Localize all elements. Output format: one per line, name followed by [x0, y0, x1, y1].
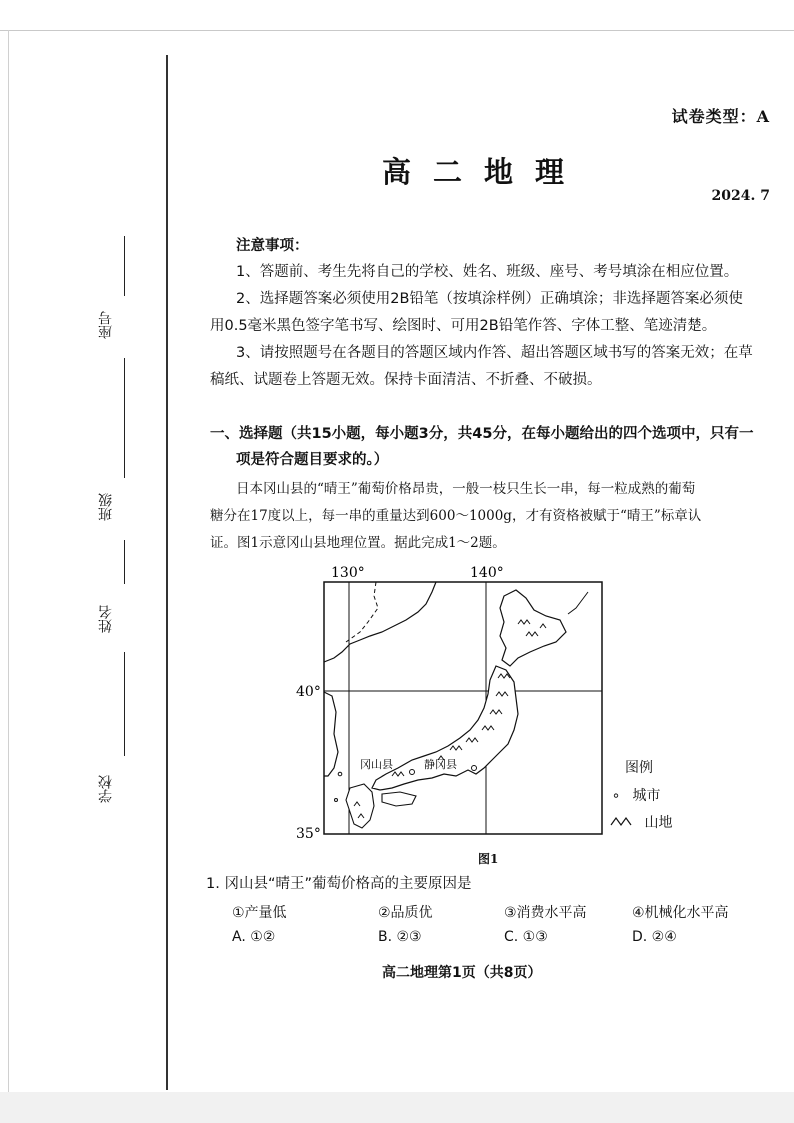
top-border — [0, 30, 794, 31]
q1-choice-d[interactable]: D. ②④ — [632, 929, 677, 945]
class-label: 班级 — [98, 493, 114, 521]
school-label: 学校 — [98, 775, 114, 803]
q1-statement-3: ③消费水平高 — [504, 905, 587, 921]
mountain-symbol-icon — [610, 815, 636, 831]
notice-heading: 注意事项： — [236, 238, 309, 254]
notice-item-2-line1: 2、选择题答案必须使用2B铅笔（按填涂样例）正确填涂；非选择题答案必须使 — [236, 291, 743, 307]
q1-statement-4: ④机械化水平高 — [632, 905, 729, 921]
lat-35-label: 35° — [296, 826, 321, 842]
section-heading-line1: 一、选择题（共15小题，每小题3分，共45分，在每小题给出的四个选项中，只有一 — [210, 426, 754, 442]
passage-line2: 糖分在17度以上，每一串的重量达到600～1000g，才有资格被赋于“晴王”标章认 — [210, 508, 702, 524]
page-footer: 高二地理第1页（共8页） — [382, 965, 542, 981]
class-blank-line — [124, 358, 125, 478]
kuril-islands — [568, 592, 588, 614]
notice-item-2-line2: 用0.5毫米黑色签字笔书写、绘图时、可用2B铅笔作答、字体工整、笔迹清楚。 — [210, 318, 717, 334]
okayama-label: 冈山县 — [360, 758, 393, 771]
bottom-margin — [0, 1092, 794, 1123]
question-1-stem: 1. 冈山县“晴王”葡萄价格高的主要原因是 — [206, 876, 472, 892]
section-heading-line2: 项是符合题目要求的。） — [236, 452, 389, 468]
island — [335, 799, 338, 802]
page-title: 高二地理 — [382, 155, 587, 189]
school-blank-line — [124, 652, 125, 756]
city-shizuoka — [472, 766, 477, 771]
japan-map — [296, 562, 608, 844]
korea-coast — [324, 692, 338, 776]
passage-line1: 日本冈山县的“晴王”葡萄价格昂贵，一般一枝只生长一串，每一粒成熟的葡萄 — [236, 481, 696, 497]
national-border — [346, 582, 378, 642]
honshu — [372, 666, 518, 790]
japan-map-svg — [296, 562, 608, 844]
seat-label: 座号 — [98, 311, 114, 339]
name-label: 姓名 — [98, 605, 114, 633]
legend-city-label: 城市 — [632, 788, 661, 804]
city-okayama — [410, 770, 415, 775]
name-blank-line — [124, 540, 125, 584]
island — [338, 772, 342, 776]
q1-choice-a[interactable]: A. ①② — [232, 929, 276, 945]
notice-item-3-line1: 3、请按照题号在各题目的答题区域内作答、超出答题区域书写的答案无效；在草 — [236, 345, 753, 361]
paper-type: 试卷类型：A — [671, 107, 770, 126]
exam-date: 2024. 7 — [711, 188, 770, 204]
shikoku — [382, 792, 416, 806]
city-symbol-icon: ∘ — [611, 788, 621, 804]
notice-item-3-line2: 稿纸、试题卷上答题无效。保持卡面清洁、不折叠、不破损。 — [210, 372, 602, 388]
lat-40-label: 40° — [296, 684, 321, 700]
shizuoka-label: 静冈县 — [424, 758, 457, 771]
q1-statement-2: ②品质优 — [378, 905, 433, 921]
mainland-coast — [324, 582, 436, 662]
legend-city-row — [610, 785, 660, 805]
notice-item-1: 1、答题前、考生先将自己的学校、姓名、班级、座号、考号填涂在相应位置。 — [236, 264, 739, 280]
legend-mountain-label: 山地 — [644, 815, 673, 831]
q1-choice-c[interactable]: C. ①③ — [504, 929, 548, 945]
lon-140-label: 140° — [470, 565, 504, 581]
q1-statement-1: ①产量低 — [232, 905, 287, 921]
seat-blank-line — [124, 236, 125, 296]
legend-title: 图例 — [625, 760, 653, 776]
q1-choice-b[interactable]: B. ②③ — [378, 929, 422, 945]
left-edge — [8, 30, 9, 1092]
lon-130-label: 130° — [331, 565, 365, 581]
figure-caption: 图1 — [478, 852, 499, 866]
hokkaido — [500, 590, 566, 666]
binding-line — [166, 55, 168, 1090]
legend-mountain-row — [610, 812, 672, 832]
passage-line3: 证。图1示意冈山县地理位置。据此完成1～2题。 — [210, 535, 506, 551]
